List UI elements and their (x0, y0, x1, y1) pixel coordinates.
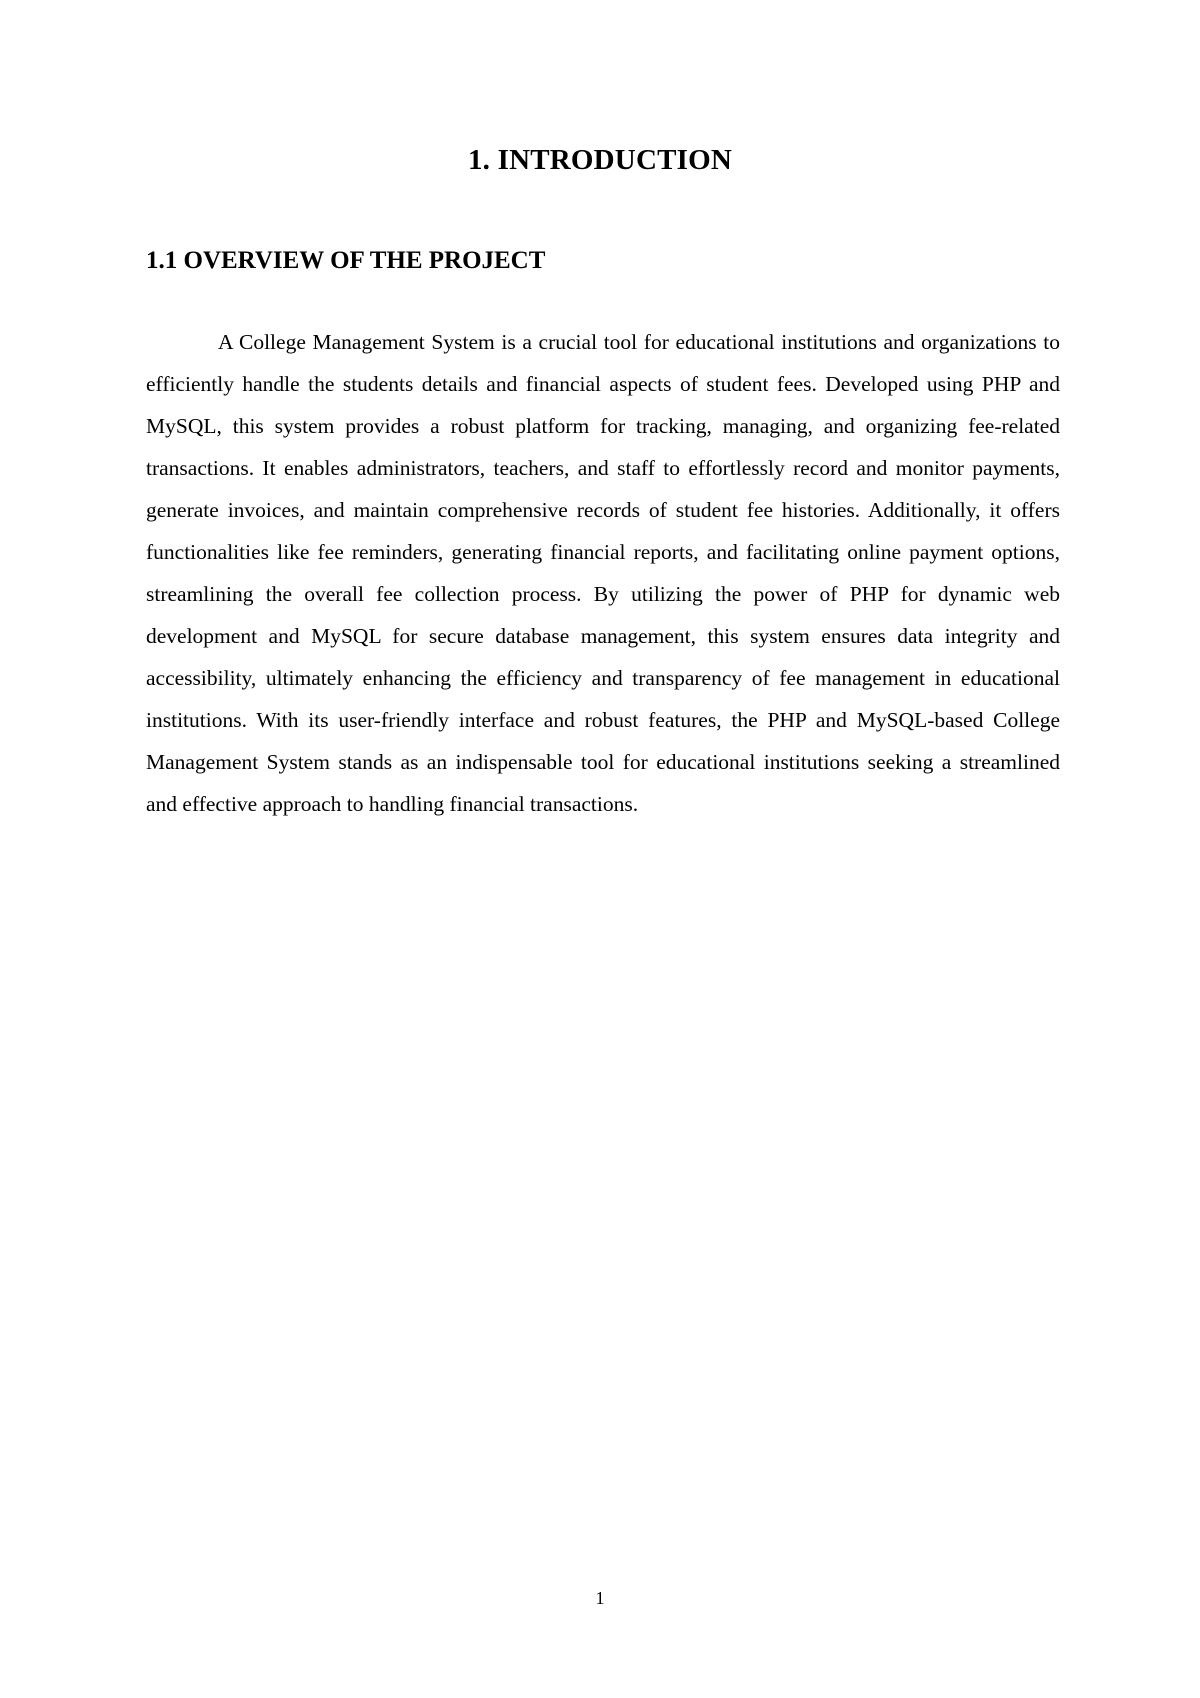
page-number: 1 (595, 1588, 605, 1608)
chapter-title: 1. INTRODUCTION (467, 144, 733, 176)
section-title: 1.1 OVERVIEW OF THE PROJECT (146, 247, 546, 274)
overview-paragraph: A College Management System is a crucial tool for educational institutions and organizations to efficiently handle the students details and financial aspects of student fees. Developed using PHP and MySQL, this system provides a robust platform for tracking, managing, and organizing fee-related transactions. It enables administrators, teachers, and staff to effortlessly record and monitor payments, generate invoices, and maintain comprehensive records of student fee histories. Additionally, it offers functionalities like fee reminders, generating financial reports, and facilitating online payment options, streamlining the overall fee collection process. By utilizing the power of PHP for dynamic web development and MySQL for secure database management, this system ensures data integrity and accessibility, ultimately enhancing the efficiency and transparency of fee management in educational institutions. With its user-friendly interface and robust features, the PHP and MySQL-based College Management System stands as an indispensable tool for educational institutions seeking a streamlined and effective approach to handling financial transactions. (146, 330, 1060, 816)
